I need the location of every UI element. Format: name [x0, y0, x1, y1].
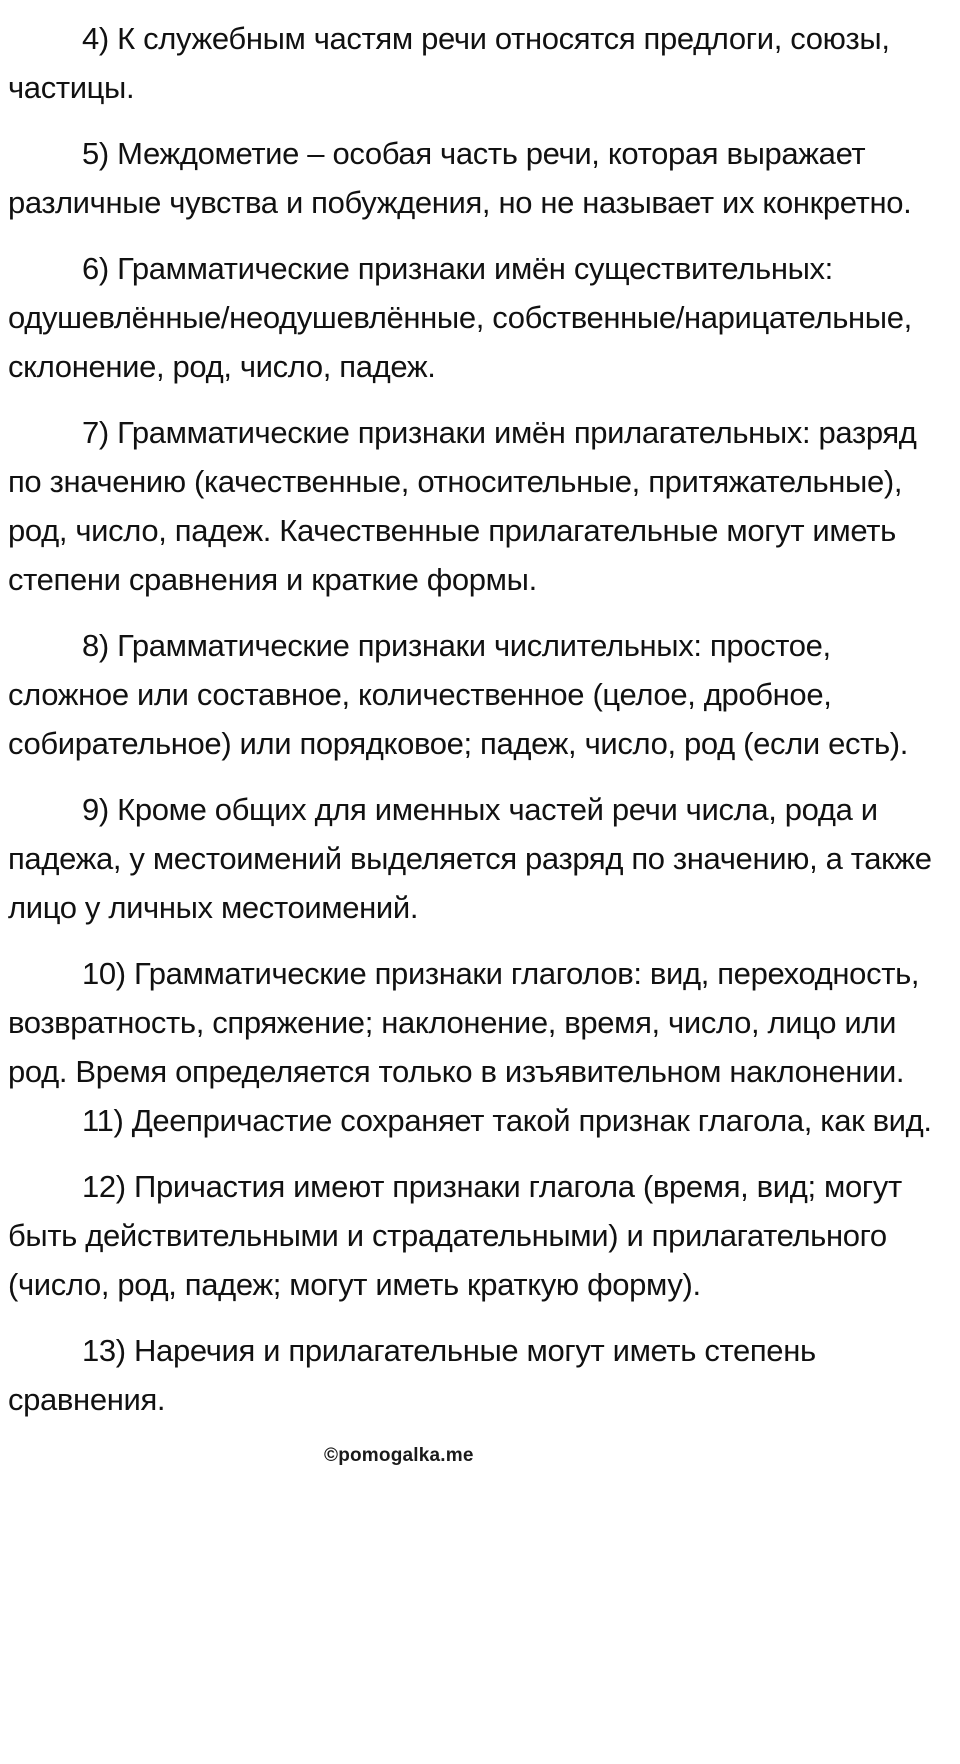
paragraph-6: 6) Грамматические признаки имён существительных: одушевлённые/неодушевлённые, собственные/нарицательные, склонение, род, число, падеж.: [8, 251, 912, 384]
paragraph-9: 9) Кроме общих для именных частей речи числа, рода и падежа, у местоимений выделяется разряд по значению, а также лицо у личных местоимений.: [8, 792, 932, 925]
watermark: ©pomogalka.me: [324, 1445, 474, 1466]
paragraph-8: 8) Грамматические признаки числительных: простое, сложное или составное, количественное (целое, дробное, собирательное) или порядковое; падеж, число, род (если есть).: [8, 628, 909, 761]
paragraph-11: 11) Деепричастие сохраняет такой признак глагола, как вид.: [82, 1103, 932, 1138]
paragraph-4: 4) К служебным частям речи относятся предлоги, союзы, частицы.: [8, 21, 890, 105]
paragraph-7: 7) Грамматические признаки имён прилагательных: разряд по значению (качественные, относительные, притяжательные), род, число, падеж. Качественные прилагательные могут иметь степени сравнения и краткие формы.: [8, 415, 917, 597]
paragraph-10: 10) Грамматические признаки глаголов: вид, переходность, возвратность, спряжение; наклонение, время, число, лицо или род. Время определяется только в изъявительном наклонении.: [8, 956, 920, 1089]
paragraph-5: 5) Междометие – особая часть речи, которая выражает различные чувства и побуждения, но не называет их конкретно.: [8, 136, 912, 220]
paragraph-13: 13) Наречия и прилагательные могут иметь степень сравнения.: [8, 1333, 816, 1417]
document-body: [8, 14, 952, 1441]
paragraph-12: 12) Причастия имеют признаки глагола (время, вид; могут быть действительными и страдательными) и прилагательного (число, род, падеж; могут иметь краткую форму).: [8, 1169, 902, 1302]
